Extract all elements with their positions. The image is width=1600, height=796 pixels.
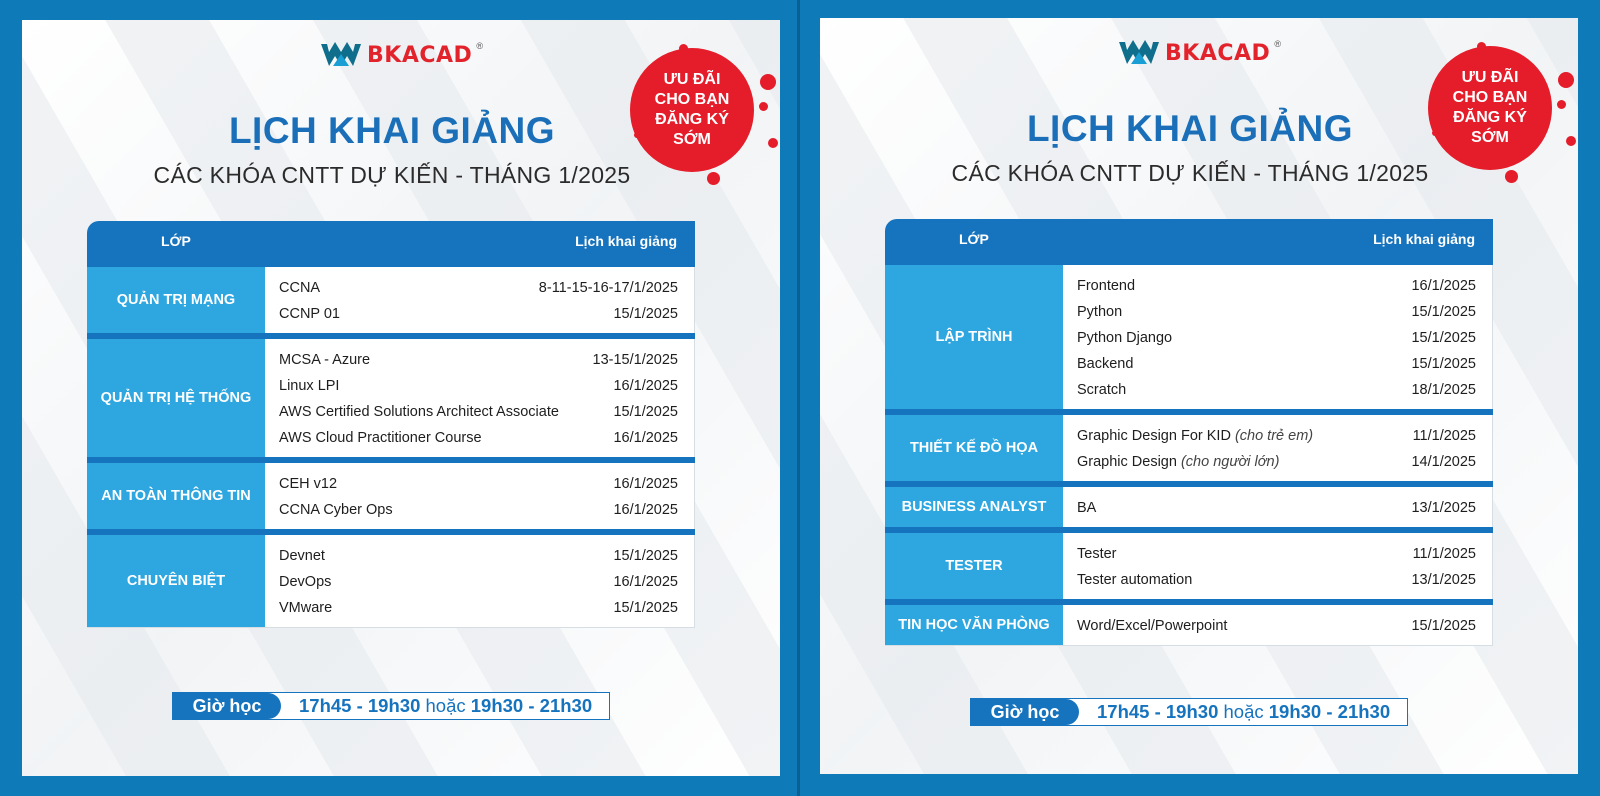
brand-registered-mark: ® <box>476 41 483 51</box>
course-name: AWS Cloud Practitioner Course <box>279 430 482 446</box>
hours-slot-1: 17h45 - 19h30 <box>1097 701 1219 722</box>
course-start-date: 16/1/2025 <box>613 574 678 590</box>
course-group-label: CHUYÊN BIỆT <box>87 535 265 627</box>
course-group <box>87 333 695 457</box>
course-name-wrap <box>1077 304 1122 320</box>
course-row <box>1077 567 1476 593</box>
course-name-wrap <box>279 352 370 368</box>
course-row <box>1077 299 1476 325</box>
course-name: AWS Certified Solutions Architect Associate <box>279 404 559 420</box>
course-name-wrap <box>279 476 337 492</box>
course-group-label: LẬP TRÌNH <box>885 265 1063 409</box>
course-start-date: 15/1/2025 <box>1411 304 1476 320</box>
badge-text: ƯU ĐÃI CHO BẠN ĐĂNG KÝ SỚM <box>654 71 730 148</box>
course-name: CEH v12 <box>279 476 338 492</box>
course-row <box>279 471 678 497</box>
course-start-date: 15/1/2025 <box>613 600 678 616</box>
course-row <box>279 347 678 373</box>
course-name-wrap <box>1077 428 1313 444</box>
page-title: LỊCH KHAI GIẢNG <box>1026 108 1354 149</box>
course-name: Graphic Design <box>1077 454 1177 470</box>
hours-slot-1: 17h45 - 19h30 <box>299 695 421 716</box>
course-name-wrap <box>279 600 332 616</box>
course-start-date: 15/1/2025 <box>613 404 678 420</box>
course-start-date: 15/1/2025 <box>613 306 678 322</box>
course-group-label: TIN HỌC VĂN PHÒNG <box>885 605 1063 645</box>
course-name-wrap <box>279 430 482 446</box>
course-list <box>265 463 695 529</box>
course-group-label: AN TOÀN THÔNG TIN <box>87 463 265 529</box>
class-hours-bar <box>970 698 1408 726</box>
schedule-panel-left <box>22 20 780 776</box>
course-row <box>279 569 678 595</box>
hours-slot-2: 19h30 - 21h30 <box>1268 701 1391 722</box>
course-list <box>1063 415 1493 481</box>
course-list <box>265 267 695 333</box>
course-name-wrap <box>279 548 325 564</box>
page-subtitle: CÁC KHÓA CNTT DỰ KIẾN - THÁNG 1/2025 <box>951 160 1429 186</box>
course-name-wrap <box>1077 546 1117 562</box>
course-start-date: 8-11-15-16-17/1/2025 <box>538 280 678 296</box>
course-start-date: 16/1/2025 <box>613 502 678 518</box>
course-name-wrap <box>1077 330 1172 346</box>
brand-name: BKACAD <box>367 42 473 68</box>
course-note: (cho trẻ em) <box>1230 428 1314 444</box>
course-row <box>1077 273 1476 299</box>
class-hours-text <box>1097 701 1390 723</box>
hours-or: hoặc <box>1223 701 1264 722</box>
course-list <box>1063 533 1493 599</box>
table-header <box>885 219 1493 259</box>
decor-dot <box>1566 136 1576 146</box>
course-start-date: 14/1/2025 <box>1411 454 1476 470</box>
course-row <box>1077 377 1476 403</box>
course-name-wrap <box>279 404 559 420</box>
table-bottom-border <box>885 645 1493 646</box>
course-name: Backend <box>1077 356 1134 372</box>
class-hours-label: Giờ học <box>971 699 1079 725</box>
hours-slot-2: 19h30 - 21h30 <box>470 695 593 716</box>
course-group <box>885 481 1493 527</box>
course-row <box>279 301 678 327</box>
brand-logo <box>319 38 483 72</box>
decor-dot <box>1558 72 1574 88</box>
course-name-wrap <box>1077 382 1126 398</box>
brand-registered-mark: ® <box>1274 39 1281 49</box>
course-row <box>1077 325 1476 351</box>
brand-mark-icon <box>319 38 363 72</box>
table-header <box>87 221 695 261</box>
course-name-wrap <box>279 378 339 394</box>
course-list <box>1063 487 1493 527</box>
schedule-panel-right <box>820 18 1578 774</box>
course-name-wrap <box>1077 454 1279 470</box>
course-name: Word/Excel/Powerpoint <box>1077 618 1228 634</box>
course-name: CCNA Cyber Ops <box>279 502 393 518</box>
class-hours-bar <box>172 692 610 720</box>
hours-or: hoặc <box>425 695 466 716</box>
course-list <box>1063 265 1493 409</box>
page-title: LỊCH KHAI GIẢNG <box>228 110 556 151</box>
course-list <box>265 339 695 457</box>
panel-divider <box>797 0 800 796</box>
header-class-column: LỚP <box>959 231 989 247</box>
course-start-date: 15/1/2025 <box>1411 356 1476 372</box>
course-name-wrap <box>279 306 340 322</box>
course-start-date: 16/1/2025 <box>613 378 678 394</box>
course-start-date: 15/1/2025 <box>1411 330 1476 346</box>
course-row <box>1077 423 1476 449</box>
course-group-label: QUẢN TRỊ HỆ THỐNG <box>87 339 265 457</box>
course-start-date: 13/1/2025 <box>1411 572 1476 588</box>
course-name: CCNP 01 <box>279 306 340 322</box>
course-name-wrap <box>1077 278 1135 294</box>
brand-mark-icon <box>1117 36 1161 70</box>
course-row <box>279 543 678 569</box>
brand-logo <box>1117 36 1281 70</box>
course-group <box>885 527 1493 599</box>
course-name: Frontend <box>1077 278 1136 294</box>
course-name-wrap <box>1077 500 1096 516</box>
course-name: Devnet <box>279 548 325 564</box>
course-group <box>87 529 695 627</box>
decor-dot <box>768 138 778 148</box>
course-row <box>279 373 678 399</box>
course-name: Python <box>1077 304 1123 320</box>
course-group <box>885 409 1493 481</box>
course-row <box>279 399 678 425</box>
course-name: CCNA <box>279 280 321 296</box>
header-date-column: Lịch khai giảng <box>575 233 677 249</box>
course-name: VMware <box>279 600 333 616</box>
course-group <box>87 457 695 529</box>
course-note: (cho người lớn) <box>1176 454 1280 470</box>
course-name-wrap <box>279 280 320 296</box>
course-start-date: 11/1/2025 <box>1412 428 1476 444</box>
course-name: Linux LPI <box>279 378 340 394</box>
course-name-wrap <box>1077 618 1227 634</box>
course-row <box>279 275 678 301</box>
header-class-column: LỚP <box>161 233 191 249</box>
course-name-wrap <box>1077 572 1192 588</box>
course-name-wrap <box>1077 356 1133 372</box>
course-name: MCSA - Azure <box>279 352 371 368</box>
course-row <box>1077 351 1476 377</box>
course-groups <box>87 261 695 627</box>
table-bottom-border <box>87 627 695 628</box>
badge-text: ƯU ĐÃI CHO BẠN ĐĂNG KÝ SỚM <box>1452 69 1528 146</box>
course-name: DevOps <box>279 574 332 590</box>
course-start-date: 13/1/2025 <box>1411 500 1476 516</box>
course-name: Graphic Design For KID <box>1077 428 1231 444</box>
course-start-date: 15/1/2025 <box>1411 618 1476 634</box>
course-start-date: 16/1/2025 <box>613 476 678 492</box>
course-start-date: 16/1/2025 <box>1411 278 1476 294</box>
schedule-table <box>87 221 695 628</box>
course-group <box>87 261 695 333</box>
course-list <box>1063 605 1493 645</box>
course-row <box>1077 449 1476 475</box>
decor-dot <box>760 74 776 90</box>
course-group <box>885 259 1493 409</box>
course-row <box>1077 613 1476 639</box>
course-row <box>279 497 678 523</box>
course-list <box>265 535 695 627</box>
course-name: Python Django <box>1077 330 1173 346</box>
header-date-column: Lịch khai giảng <box>1373 231 1475 247</box>
course-start-date: 13-15/1/2025 <box>592 352 678 368</box>
course-name: Scratch <box>1077 382 1127 398</box>
class-hours-label: Giờ học <box>173 693 281 719</box>
schedule-table <box>885 219 1493 646</box>
course-name-wrap <box>279 574 331 590</box>
course-name: Tester <box>1077 546 1117 562</box>
course-start-date: 15/1/2025 <box>613 548 678 564</box>
course-start-date: 18/1/2025 <box>1411 382 1476 398</box>
course-name: BA <box>1077 500 1097 516</box>
course-group-label: QUẢN TRỊ MẠNG <box>87 267 265 333</box>
course-group-label: THIẾT KẾ ĐỒ HỌA <box>885 415 1063 481</box>
course-start-date: 16/1/2025 <box>613 430 678 446</box>
brand-name: BKACAD <box>1165 40 1271 66</box>
course-row <box>1077 541 1476 567</box>
course-name: Tester automation <box>1077 572 1193 588</box>
class-hours-text <box>299 695 592 717</box>
course-group-label: TESTER <box>885 533 1063 599</box>
course-name-wrap <box>279 502 393 518</box>
course-group <box>885 599 1493 645</box>
course-row <box>279 595 678 621</box>
page-subtitle: CÁC KHÓA CNTT DỰ KIẾN - THÁNG 1/2025 <box>153 162 631 188</box>
course-groups <box>885 259 1493 645</box>
course-start-date: 11/1/2025 <box>1412 546 1476 562</box>
course-group-label: BUSINESS ANALYST <box>885 487 1063 527</box>
course-row <box>1077 495 1476 521</box>
course-row <box>279 425 678 451</box>
